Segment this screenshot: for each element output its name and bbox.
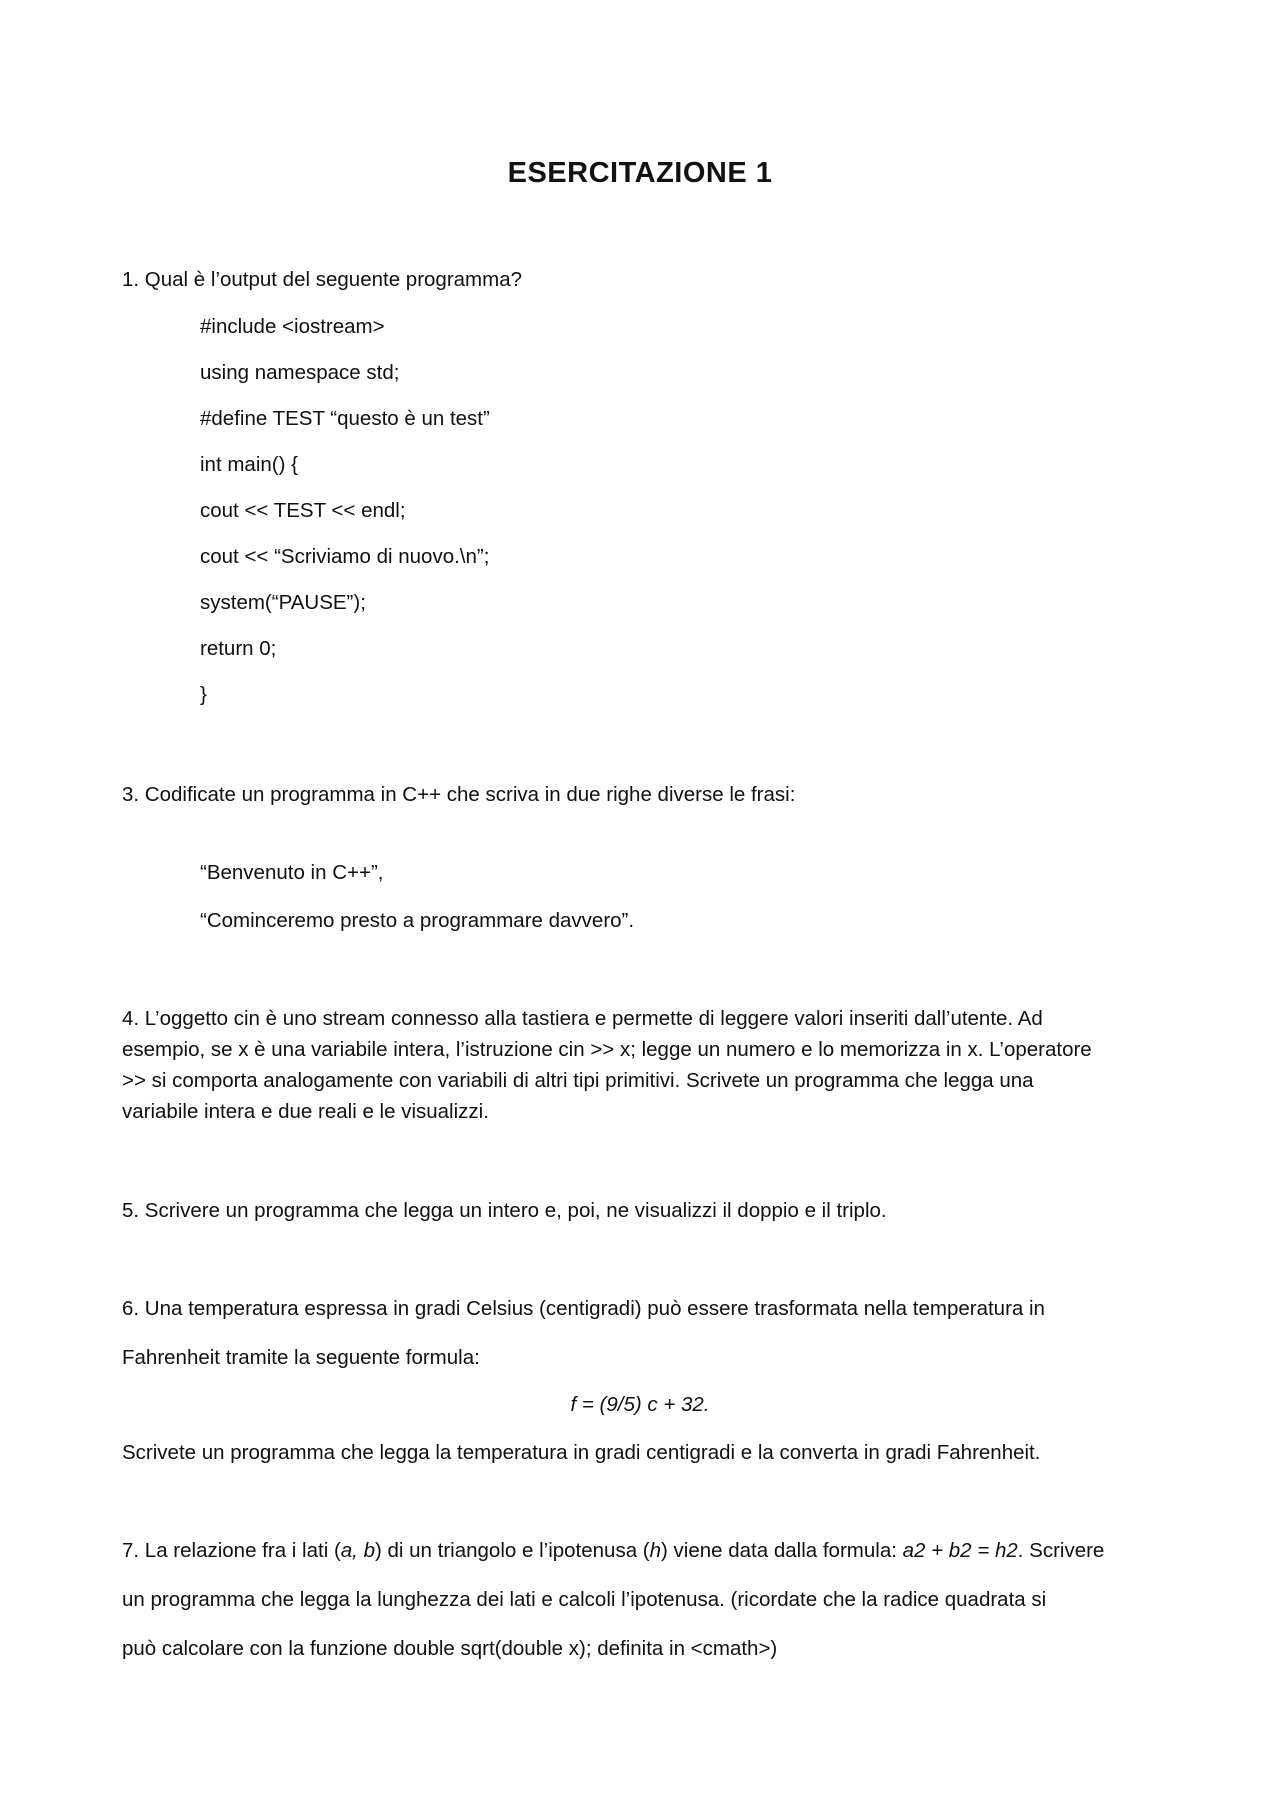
exercise-4-line: esempio, se x è una variabile intera, l’istruzione cin >> x; legge un numero e lo memorizza in x. L’operatore [122,1038,1092,1061]
exercise-3-question: 3. Codificate un programma in C++ che scriva in due righe diverse le frasi: [122,783,796,806]
exercise-4-line: >> si comporta analogamente con variabili di altri tipi primitivi. Scrivete un programma che legga una [122,1069,1034,1092]
page-title: ESERCITAZIONE 1 [507,157,773,189]
exercise-6-line: Fahrenheit tramite la seguente formula: [122,1346,480,1369]
pythagoras-formula: a2 + b2 = h2 [902,1539,1018,1562]
code-line: cout << “Scriviamo di nuovo.\n”; [200,545,490,568]
exercise-7-line: un programma che legga la lunghezza dei lati e calcoli l’ipotenusa. (ricordate che la radice quadrata si [122,1588,1047,1611]
exercise-6-line: 6. Una temperatura espressa in gradi Celsius (centigradi) può essere trasformata nella temperatura in [122,1297,1045,1320]
code-line: using namespace std; [200,361,400,384]
exercise-3-phrase: “Benvenuto in C++”, [200,861,384,884]
code-line: cout << TEST << endl; [200,499,406,522]
exercise-1-question: 1. Qual è l’output del seguente programma? [122,268,523,291]
exercise-3-phrase: “Cominceremo presto a programmare davvero”. [200,909,635,932]
text-segment: . Scrivere [1017,1539,1105,1562]
code-line: } [200,683,207,706]
code-line: system(“PAUSE”); [200,591,366,614]
exercise-6-line: Scrivete un programma che legga la temperatura in gradi centigradi e la converta in gradi Fahrenheit. [122,1441,1041,1464]
hypotenuse-variable: h [649,1539,662,1562]
temperature-formula: f = (9/5) c + 32. [570,1393,710,1416]
exercise-5-text: 5. Scrivere un programma che legga un intero e, poi, ne visualizzi il doppio e il triplo. [122,1199,887,1222]
text-segment: ) viene data dalla formula: [661,1539,903,1562]
sides-variables: a, b [340,1539,375,1562]
exercise-7-line [122,1539,1104,1563]
exercise-7-line: può calcolare con la funzione double sqrt(double x); definita in <cmath>) [122,1637,778,1660]
exercise-4-line: 4. L’oggetto cin è uno stream connesso alla tastiera e permette di leggere valori inseriti dall’utente. Ad [122,1007,1043,1030]
code-line: return 0; [200,637,277,660]
exercise-4-line: variabile intera e due reali e le visualizzi. [122,1100,489,1123]
text-segment: ) di un triangolo e l’ipotenusa ( [374,1539,650,1562]
code-line: #define TEST “questo è un test” [200,407,490,430]
text-segment: 7. La relazione fra i lati ( [122,1539,341,1562]
code-line: int main() { [200,453,298,476]
code-line: #include <iostream> [200,315,385,338]
